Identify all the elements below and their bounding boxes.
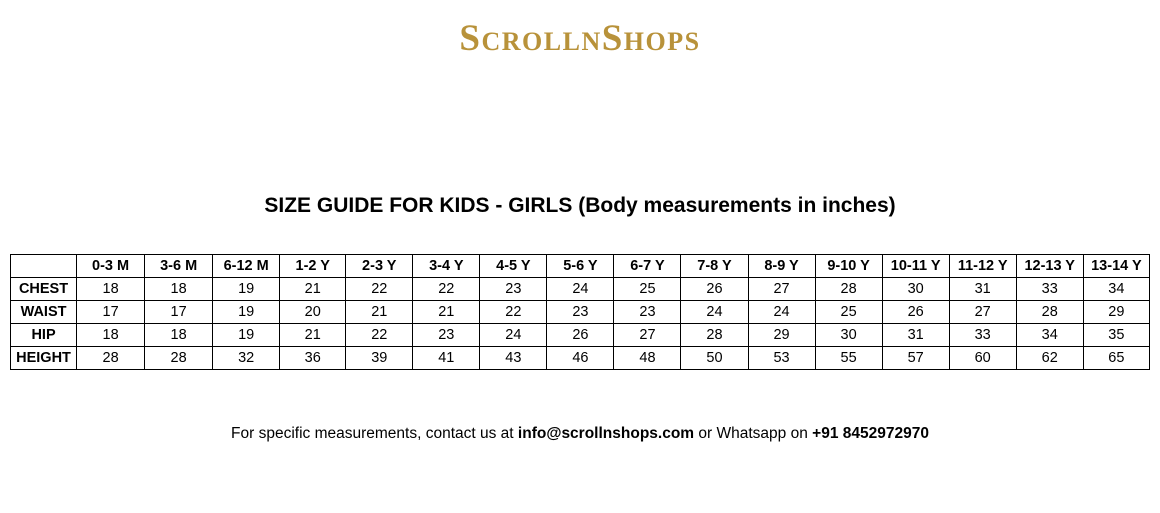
table-cell: 23 [413, 324, 480, 347]
table-cell: 34 [1083, 278, 1149, 301]
column-header: 3-4 Y [413, 255, 480, 278]
contact-email[interactable]: info@scrollnshops.com [517, 425, 695, 442]
table-cell: 35 [1083, 324, 1149, 347]
table-cell: 28 [815, 278, 882, 301]
table-cell: 33 [949, 324, 1016, 347]
table-cell: 50 [681, 347, 748, 370]
table-cell: 53 [748, 347, 815, 370]
table-cell: 65 [1083, 347, 1149, 370]
table-cell: 46 [547, 347, 614, 370]
column-header: 8-9 Y [748, 255, 815, 278]
contact-footer [0, 423, 1160, 445]
table-cell: 26 [681, 278, 748, 301]
table-cell: 19 [213, 324, 280, 347]
table-cell: 24 [480, 324, 547, 347]
table-cell: 27 [614, 324, 681, 347]
table-cell: 29 [748, 324, 815, 347]
table-cell: 43 [480, 347, 547, 370]
table-cell: 57 [882, 347, 949, 370]
table-cell: 31 [949, 278, 1016, 301]
table-cell: 41 [413, 347, 480, 370]
table-cell: 62 [1016, 347, 1083, 370]
table-cell: 24 [681, 301, 748, 324]
table-cell: 29 [1083, 301, 1149, 324]
table-cell: 28 [681, 324, 748, 347]
table-cell: 36 [280, 347, 346, 370]
table-cell: 23 [480, 278, 547, 301]
table-cell: 22 [480, 301, 547, 324]
column-header: 6-7 Y [614, 255, 681, 278]
table-cell: 21 [280, 324, 346, 347]
table-cell: 39 [346, 347, 413, 370]
table-cell: 22 [346, 324, 413, 347]
column-header: 4-5 Y [480, 255, 547, 278]
column-header: 6-12 M [213, 255, 280, 278]
table-row [11, 324, 1150, 347]
table-cell: 55 [815, 347, 882, 370]
table-cell: 24 [547, 278, 614, 301]
table-cell: 21 [346, 301, 413, 324]
size-chart-table [10, 254, 1150, 370]
table-cell: 21 [280, 278, 346, 301]
column-header: 10-11 Y [882, 255, 949, 278]
table-row [11, 301, 1150, 324]
table-cell: 22 [413, 278, 480, 301]
column-header: 5-6 Y [547, 255, 614, 278]
table-cell: 18 [145, 324, 213, 347]
table-cell: 60 [949, 347, 1016, 370]
column-header: 3-6 M [145, 255, 213, 278]
table-cell: 27 [748, 278, 815, 301]
column-header: 0-3 M [77, 255, 145, 278]
table-cell: 27 [949, 301, 1016, 324]
footer-middle: or Whatsapp on [694, 425, 813, 442]
column-header: 1-2 Y [280, 255, 346, 278]
row-label: CHEST [11, 278, 77, 301]
table-cell: 33 [1016, 278, 1083, 301]
column-header: 11-12 Y [949, 255, 1016, 278]
table-row [11, 278, 1150, 301]
table-cell: 26 [547, 324, 614, 347]
footer-prefix: For specific measurements, contact us at [231, 425, 518, 442]
table-cell: 19 [213, 278, 280, 301]
table-cell: 18 [145, 278, 213, 301]
column-header: 13-14 Y [1083, 255, 1149, 278]
table-cell: 30 [815, 324, 882, 347]
table-cell: 25 [614, 278, 681, 301]
column-header: 7-8 Y [681, 255, 748, 278]
table-cell: 25 [815, 301, 882, 324]
row-label: HIP [11, 324, 77, 347]
column-header: 2-3 Y [346, 255, 413, 278]
table-cell: 28 [1016, 301, 1083, 324]
row-label: HEIGHT [11, 347, 77, 370]
table-cell: 48 [614, 347, 681, 370]
table-cell: 18 [77, 324, 145, 347]
table-cell: 22 [346, 278, 413, 301]
table-cell: 28 [145, 347, 213, 370]
table-row [11, 347, 1150, 370]
header-row [11, 255, 1150, 278]
corner-cell [11, 255, 77, 278]
table-cell: 24 [748, 301, 815, 324]
table-cell: 28 [77, 347, 145, 370]
table-cell: 23 [547, 301, 614, 324]
table-cell: 34 [1016, 324, 1083, 347]
table-cell: 30 [882, 278, 949, 301]
table-cell: 32 [213, 347, 280, 370]
table-cell: 20 [280, 301, 346, 324]
table-cell: 26 [882, 301, 949, 324]
column-header: 9-10 Y [815, 255, 882, 278]
table-cell: 23 [614, 301, 681, 324]
column-header: 12-13 Y [1016, 255, 1083, 278]
table-cell: 17 [77, 301, 145, 324]
page-title: SIZE GUIDE FOR KIDS - GIRLS (Body measurements in inches) [264, 194, 896, 217]
table-cell: 21 [413, 301, 480, 324]
table-cell: 31 [882, 324, 949, 347]
contact-phone[interactable]: +91 8452972970 [812, 425, 929, 442]
table-cell: 19 [213, 301, 280, 324]
brand-logo: ScrollnShops [459, 18, 701, 59]
row-label: WAIST [11, 301, 77, 324]
table-cell: 17 [145, 301, 213, 324]
table-cell: 18 [77, 278, 145, 301]
